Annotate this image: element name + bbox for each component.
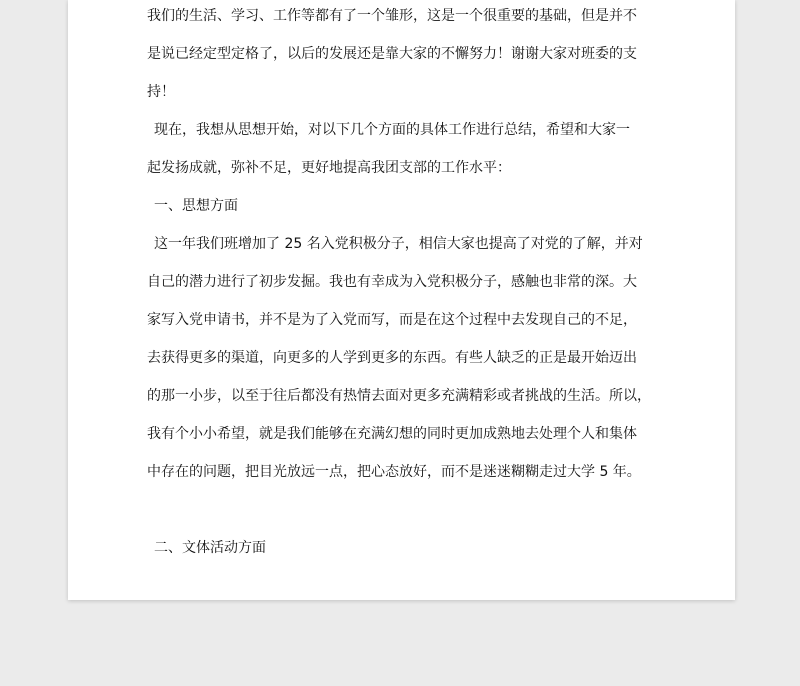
- section-heading: 二、文体活动方面: [154, 540, 266, 556]
- section-heading: 一、思想方面: [154, 198, 238, 214]
- text-line: 中存在的问题，把目光放远一点，把心态放好，而不是迷迷糊糊走过大学 5 年。: [147, 464, 641, 480]
- text-line: 的那一小步，以至于往后都没有热情去面对更多充满精彩或者挑战的生活。所以，: [147, 388, 651, 404]
- text-line: 我有个小小希望，就是我们能够在充满幻想的同时更加成熟地去处理个人和集体: [147, 426, 637, 442]
- text-line: 自己的潜力进行了初步发掘。我也有幸成为入党积极分子，感触也非常的深。大: [147, 274, 637, 290]
- text-line: 家写入党申请书，并不是为了入党而写，而是在这个过程中去发现自己的不足，: [147, 312, 637, 328]
- document-page: [68, 0, 735, 600]
- text-line: 起发扬成就，弥补不足，更好地提高我团支部的工作水平：: [147, 160, 511, 176]
- text-line: 我们的生活、学习、工作等都有了一个雏形，这是一个很重要的基础，但是并不: [147, 8, 637, 24]
- text-line: 去获得更多的渠道，向更多的人学到更多的东西。有些人缺乏的正是最开始迈出: [147, 350, 637, 366]
- text-line: 是说已经定型定格了，以后的发展还是靠大家的不懈努力！谢谢大家对班委的支: [147, 46, 637, 62]
- text-line: 持！: [147, 84, 175, 100]
- text-line: 现在，我想从思想开始，对以下几个方面的具体工作进行总结，希望和大家一: [154, 122, 630, 138]
- text-line: 这一年我们班增加了 25 名入党积极分子，相信大家也提高了对党的了解，并对: [154, 236, 643, 252]
